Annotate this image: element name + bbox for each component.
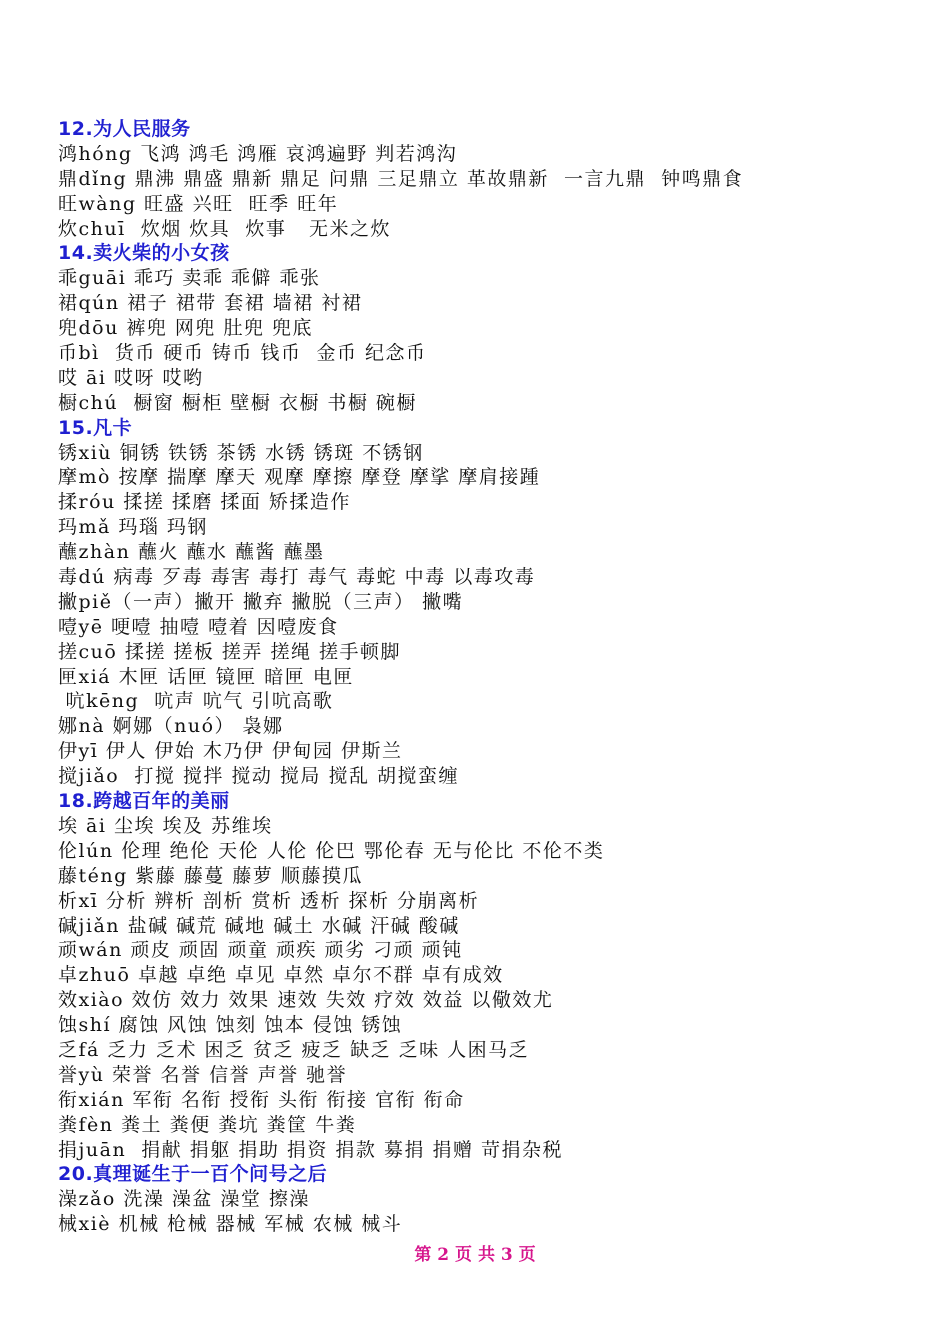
- vocab-line: 毒dú 病毒 歹毒 毒害 毒打 毒气 毒蛇 中毒 以毒攻毒: [58, 566, 536, 589]
- vocab-line: 吭kēng 吭声 吭气 引吭高歌: [58, 690, 334, 713]
- vocab-line: 乏fá 乏力 乏术 困乏 贫乏 疲乏 缺乏 乏味 人困马乏: [58, 1038, 530, 1061]
- vocab-line: 效xiào 效仿 效力 效果 速效 失效 疗效 效益 以儆效尤: [58, 989, 554, 1012]
- vocab-line: 械xiè 机械 枪械 器械 军械 农械 械斗: [58, 1213, 403, 1236]
- vocab-line: 橱chú 橱窗 橱柜 壁橱 衣橱 书橱 碗橱: [58, 391, 417, 414]
- vocab-line: 伊yī 伊人 伊始 木乃伊 伊甸园 伊斯兰: [58, 740, 403, 763]
- vocab-line: 藤téng 紫藤 藤蔓 藤萝 顺藤摸瓜: [58, 864, 363, 887]
- vocab-line: 匣xiá 木匣 话匣 镜匣 暗匣 电匣: [58, 665, 354, 688]
- vocab-line: 裙qún 裙子 裙带 套裙 墙裙 衬裙: [58, 292, 363, 315]
- vocab-line: 蚀shí 腐蚀 风蚀 蚀刻 蚀本 侵蚀 锈蚀: [58, 1014, 403, 1037]
- vocab-line: 卓zhuō 卓越 卓绝 卓见 卓然 卓尔不群 卓有成效: [58, 964, 504, 987]
- vocab-line: 鸿hóng 飞鸿 鸿毛 鸿雁 哀鸿遍野 判若鸿沟: [58, 142, 458, 165]
- lesson-heading: 20.真理诞生于一百个问号之后: [58, 1163, 328, 1186]
- vocab-line: 摩mò 按摩 揣摩 摩天 观摩 摩擦 摩登 摩挲 摩肩接踵: [58, 466, 541, 489]
- vocab-line: 澡zǎo 洗澡 澡盆 澡堂 擦澡: [58, 1188, 310, 1211]
- lesson-heading: 14.卖火柴的小女孩: [58, 242, 230, 265]
- vocab-line: 搅jiǎo 打搅 搅拌 搅动 搅局 搅乱 胡搅蛮缠: [58, 765, 460, 788]
- document-body: [58, 117, 918, 1237]
- vocab-line: 粪fèn 粪土 粪便 粪坑 粪筐 牛粪: [58, 1113, 357, 1136]
- vocab-line: 搓cuō 揉搓 搓板 搓弄 搓绳 搓手顿脚: [58, 640, 402, 663]
- lesson-heading: 15.凡卡: [58, 416, 133, 439]
- vocab-line: 噎yē 哽噎 抽噎 噎着 因噎废食: [58, 615, 339, 638]
- vocab-line: 蘸zhàn 蘸火 蘸水 蘸酱 蘸墨: [58, 541, 325, 564]
- vocab-line: 玛mǎ 玛瑙 玛钢: [58, 516, 208, 539]
- vocab-line: 揉róu 揉搓 揉磨 揉面 矫揉造作: [58, 491, 351, 514]
- vocab-line: 炊chuī 炊烟 炊具 炊事 无米之炊: [58, 217, 392, 240]
- lesson-heading: 18.跨越百年的美丽: [58, 790, 230, 813]
- vocab-line: 衔xián 军衔 名衔 授衔 头衔 衔接 官衔 衔命: [58, 1088, 465, 1111]
- vocab-line: 兜dōu 裤兜 网兜 肚兜 兜底: [58, 317, 313, 340]
- vocab-line: 币bì 货币 硬币 铸币 钱币 金币 纪念币: [58, 342, 427, 365]
- vocab-line: 埃 āi 尘埃 埃及 苏维埃: [58, 814, 273, 837]
- vocab-line: 析xī 分析 辨析 剖析 赏析 透析 探析 分崩离析: [58, 889, 480, 912]
- vocab-line: 娜nà 婀娜（nuó） 袅娜: [58, 715, 284, 738]
- vocab-line: 旺wàng 旺盛 兴旺 旺季 旺年: [58, 192, 339, 215]
- vocab-line: 伦lún 伦理 绝伦 天伦 人伦 伦巴 鄂伦春 无与伦比 不伦不类: [58, 839, 605, 862]
- vocab-line: 锈xiù 铜锈 铁锈 茶锈 水锈 锈斑 不锈钢: [58, 441, 424, 464]
- vocab-line: 乖guāi 乖巧 卖乖 乖僻 乖张: [58, 267, 321, 290]
- vocab-line: 誉yù 荣誉 名誉 信誉 声誉 驰誉: [58, 1063, 348, 1086]
- vocab-line: 顽wán 顽皮 顽固 顽童 顽疾 顽劣 刁顽 顽钝: [58, 939, 463, 962]
- vocab-line: 鼎dǐng 鼎沸 鼎盛 鼎新 鼎足 问鼎 三足鼎立 革故鼎新 一言九鼎 钟鸣鼎食: [58, 167, 744, 190]
- vocab-line: 哎 āi 哎呀 哎哟: [58, 366, 204, 389]
- vocab-line: 捐juān 捐献 捐躯 捐助 捐资 捐款 募捐 捐赠 苛捐杂税: [58, 1138, 564, 1161]
- vocab-line: 撇piě（一声）撇开 撇弃 撇脱（三声） 撇嘴: [58, 590, 464, 613]
- vocab-line: 碱jiǎn 盐碱 碱荒 碱地 碱土 水碱 汗碱 酸碱: [58, 914, 460, 937]
- lesson-heading: 12.为人民服务: [58, 118, 191, 140]
- page-footer: 第 2 页 共 3 页: [414, 1245, 536, 1265]
